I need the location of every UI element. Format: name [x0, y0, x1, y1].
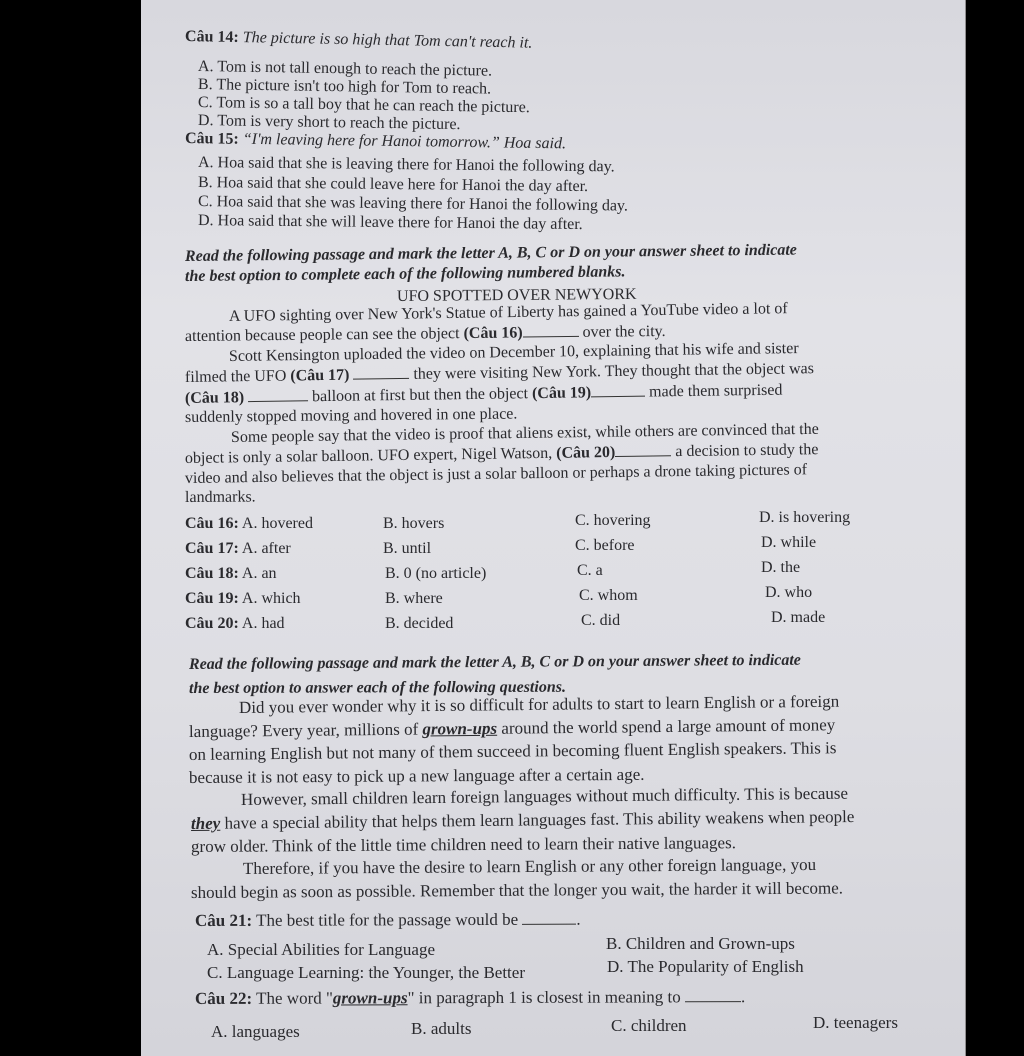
question-number: Câu 22: — [194, 988, 253, 1008]
option-c: C. Hoa said that she was leaving there for Hanoi the following day. — [197, 193, 629, 215]
option-b: B. until — [383, 540, 432, 557]
text: they were visiting New York. They thought that the object was — [409, 360, 815, 383]
option-c: C. a — [577, 562, 603, 579]
passage-1-line: landmarks. — [184, 488, 256, 506]
question-number: Câu 17: — [185, 540, 239, 557]
blank — [685, 1001, 741, 1002]
question-22-stem — [195, 988, 745, 1008]
option-c: C. hovering — [575, 512, 651, 529]
option-a: A. Tom is not tall enough to reach the picture. — [197, 58, 493, 80]
text: filmed the UFO — [184, 367, 291, 386]
options-row — [185, 590, 301, 608]
option-b: B. 0 (no article) — [385, 565, 487, 582]
option-c: C. Tom is so a tall boy that he can reach the picture. — [197, 94, 530, 117]
instruction-2-line-1: Read the following passage and mark the letter A, B, C or D on your answer sheet to indicate — [188, 651, 801, 673]
passage-1-line: suddenly stopped moving and hovered in one place. — [184, 405, 518, 426]
option-a: A. an — [238, 565, 277, 582]
text: . — [576, 909, 581, 929]
blank-number: (Câu 17) — [290, 366, 350, 385]
option-a: A. Hoa said that she is leaving there for Hanoi the following day. — [197, 154, 615, 176]
option-b: B. The picture isn't too high for Tom to reach. — [197, 76, 492, 98]
option-a: A. languages — [211, 1022, 300, 1041]
option-c: C. did — [581, 612, 621, 629]
question-number: Câu 15: — [184, 130, 239, 148]
passage-title: UFO SPOTTED OVER NEWYORK — [396, 285, 637, 305]
option-d: D. while — [761, 534, 817, 551]
passage-2-line: because it is not easy to pick up a new language after a certain age. — [188, 764, 645, 787]
passage-2-line: Therefore, if you have the desire to learn English or any other foreign language, you — [242, 854, 817, 878]
option-a: A. hovered — [238, 515, 313, 532]
option-d: D. who — [765, 584, 813, 601]
passage-1-line: Scott Kensington uploaded the video on December 10, explaining that his wife and sister — [228, 340, 799, 365]
option-b: B. Children and Grown-ups — [606, 934, 795, 953]
option-a: A. Special Abilities for Language — [207, 940, 436, 959]
text: attention because people can see the object — [184, 325, 464, 345]
option-c: C. whom — [579, 587, 638, 604]
option-d: D. Tom is very short to reach the picture. — [197, 112, 461, 134]
option-a: A. had — [238, 615, 285, 632]
blank — [353, 378, 409, 380]
instruction-1-line-1: Read the following passage and mark the letter A, B, C or D on your answer sheet to indicate — [184, 241, 797, 265]
option-c: C. Language Learning: the Younger, the Better — [207, 963, 525, 982]
blank — [523, 336, 579, 338]
option-d: D. The Popularity of English — [607, 957, 804, 976]
blank-number: (Câu 16) — [463, 324, 523, 343]
options-row — [185, 565, 277, 583]
passage-1-line: A UFO sighting over New York's Statue of Liberty has gained a YouTube video a lot of — [228, 300, 788, 325]
option-d: D. Hoa said that she will leave there for Hanoi the day after. — [197, 212, 583, 234]
question-text: The best title for the passage would be — [252, 909, 523, 930]
blank — [591, 396, 645, 398]
passage-1-line: video and also believes that the object is just a solar balloon or perhaps a drone taking pictures of — [184, 461, 808, 487]
passage-2-line: However, small children learn foreign languages without much difficulty. This is because — [240, 783, 849, 809]
blank-number: (Câu 18) — [184, 389, 245, 407]
exam-page — [141, 0, 965, 1056]
blank-number: (Câu 20) — [556, 443, 616, 462]
options-row — [185, 515, 313, 533]
passage-2-line — [191, 808, 855, 833]
underlined-word: grown-ups — [332, 988, 408, 1008]
options-row — [185, 615, 285, 633]
option-a: A. after — [238, 540, 291, 557]
blank-number: (Câu 19) — [531, 384, 592, 403]
option-b: B. hovers — [383, 515, 445, 532]
text: balloon at first but then the object — [307, 385, 533, 406]
option-a: A. which — [238, 590, 301, 607]
text: a decision to study the — [671, 441, 819, 461]
text: have a special ability that helps them learn languages fast. This ability weakens when people — [220, 807, 855, 833]
option-c: C. children — [611, 1016, 687, 1035]
text: made them surprised — [645, 381, 783, 401]
question-number: Câu 16: — [185, 515, 239, 532]
question-text: The picture is so high that Tom can't reach it. — [242, 29, 533, 52]
instruction-1-line-2: the best option to complete each of the following numbered blanks. — [184, 263, 626, 285]
text: . — [740, 987, 746, 1007]
question-14-stem — [185, 28, 533, 53]
blank — [522, 924, 576, 925]
option-c: C. before — [575, 537, 635, 554]
option-b: B. where — [385, 590, 443, 607]
passage-2-line — [189, 716, 835, 741]
question-21-stem — [195, 911, 581, 930]
question-text-speaker: Hoa said. — [499, 134, 567, 153]
passage-2-line: Did you ever wonder why it is so difficult for adults to start to learn English or a foreign — [238, 691, 840, 717]
option-b: B. decided — [385, 615, 454, 632]
text: language? Every year, millions of — [188, 719, 423, 741]
question-number: Câu 14: — [184, 28, 239, 47]
text: around the world spend a large amount of money — [496, 715, 836, 738]
option-d: D. made — [771, 609, 826, 626]
underlined-word: they — [190, 813, 221, 833]
text: over the city. — [578, 322, 666, 341]
passage-2-line: on learning English but not many of them succeed in becoming fluent English speakers. This is — [188, 738, 837, 764]
option-b: B. Hoa said that she could leave here for Hanoi the day after. — [197, 174, 589, 196]
passage-2-line: grow older. Think of the little time children need to learn their native languages. — [190, 833, 737, 856]
question-number: Câu 21: — [194, 910, 253, 930]
option-b: B. adults — [411, 1019, 472, 1038]
blank — [248, 400, 308, 402]
question-text: The word " — [252, 988, 333, 1008]
question-text: “I'm leaving here for Hanoi tomorrow.” — [242, 130, 500, 152]
instruction-2-line-2: the best option to answer each of the following questions. — [188, 678, 566, 697]
question-15-stem — [185, 130, 566, 153]
option-d: D. teenagers — [813, 1013, 898, 1032]
passage-2-line: should begin as soon as possible. Remember that the longer you wait, the harder it will become. — [190, 878, 844, 902]
text: object is only a solar balloon. UFO expert, Nigel Watson, — [184, 444, 557, 467]
question-number: Câu 19: — [185, 590, 239, 607]
options-row — [185, 540, 291, 558]
passage-1-line: Some people say that the video is proof that aliens exist, while others are convinced that the — [230, 420, 819, 446]
question-text: " in paragraph 1 is closest in meaning to — [407, 987, 686, 1008]
question-number: Câu 20: — [185, 615, 239, 632]
blank — [615, 455, 671, 457]
option-d: D. the — [761, 559, 801, 576]
question-number: Câu 18: — [185, 565, 239, 582]
underlined-word: grown-ups — [422, 718, 498, 739]
option-d: D. is hovering — [759, 509, 851, 526]
